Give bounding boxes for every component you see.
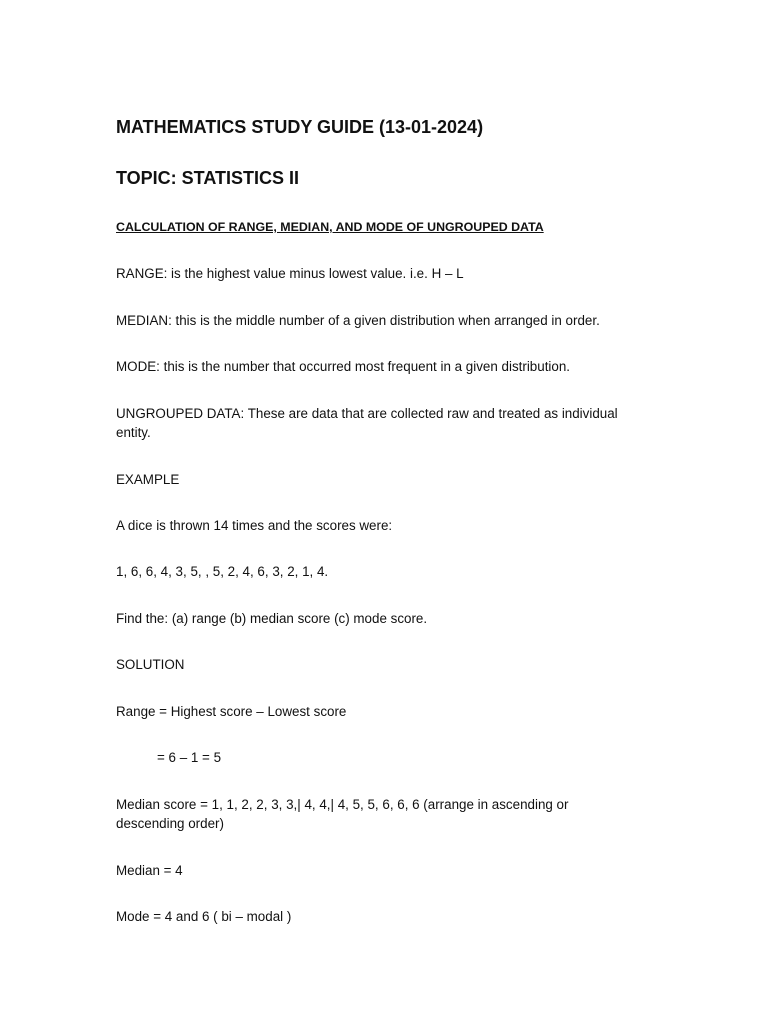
topic-heading: TOPIC: STATISTICS II bbox=[116, 168, 300, 188]
range-solution-line1: Range = Highest score – Lowest score bbox=[116, 704, 347, 719]
median-definition: MEDIAN: this is the middle number of a given distribution when arranged in order. bbox=[116, 313, 600, 328]
median-result: Median = 4 bbox=[116, 863, 183, 878]
range-solution-line2: = 6 – 1 = 5 bbox=[157, 750, 222, 765]
solution-heading: SOLUTION bbox=[116, 657, 185, 672]
ungrouped-definition-line1: UNGROUPED DATA: These are data that are collected raw and treated as individual bbox=[116, 406, 618, 421]
example-scores: 1, 6, 6, 4, 3, 5, , 5, 2, 4, 6, 3, 2, 1, 4. bbox=[116, 564, 329, 579]
median-solution-line1: Median score = 1, 1, 2, 2, 3, 3,| 4, 4,| 4, 5, 5, 6, 6, 6 (arrange in ascending or bbox=[116, 797, 569, 812]
median-solution-line2: descending order) bbox=[116, 816, 224, 831]
section-subheading: CALCULATION OF RANGE, MEDIAN, AND MODE OF UNGROUPED DATA bbox=[116, 220, 544, 234]
example-statement: A dice is thrown 14 times and the scores were: bbox=[116, 518, 393, 533]
range-definition: RANGE: is the highest value minus lowest value. i.e. H – L bbox=[116, 266, 464, 281]
ungrouped-definition-line2: entity. bbox=[116, 425, 151, 440]
mode-result: Mode = 4 and 6 ( bi – modal ) bbox=[116, 909, 292, 924]
example-question: Find the: (a) range (b) median score (c) mode score. bbox=[116, 611, 428, 626]
example-heading: EXAMPLE bbox=[116, 472, 180, 487]
document-title: MATHEMATICS STUDY GUIDE (13-01-2024) bbox=[116, 117, 484, 137]
mode-definition: MODE: this is the number that occurred most frequent in a given distribution. bbox=[116, 359, 571, 374]
